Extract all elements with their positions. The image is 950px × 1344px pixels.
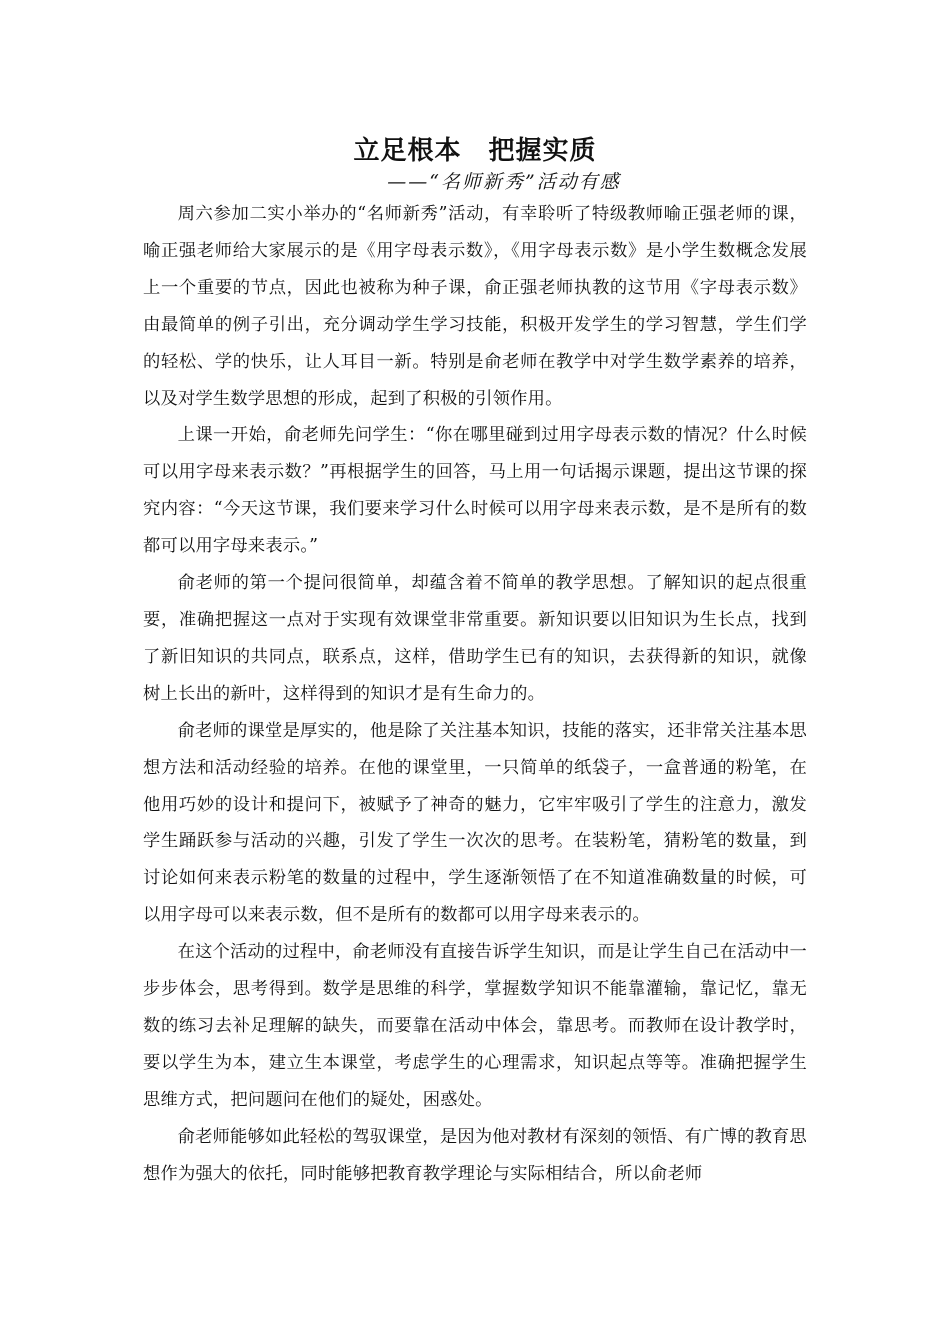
- document-subtitle: ——“名师新秀”活动有感: [387, 171, 621, 193]
- paragraph-2: 上课一开始，俞老师先问学生：“你在哪里碰到过用字母表示数的情况？什么时候可以用字母来表示数？”再根据学生的回答，马上用一句话揭示课题，提出这节课的探究内容：“今天这节课，我们要来学习什么时候可以用字母来表示数，是不是所有的数都可以用字母来表示。”: [143, 425, 807, 557]
- paragraph-5: 在这个活动的过程中，俞老师没有直接告诉学生知识，而是让学生自己在活动中一步步体会，思考得到。数学是思维的科学，掌握数学知识不能靠灌输，靠记忆，靠无数的练习去补足理解的缺失，而要靠在活动中体会，靠思考。而教师在设计教学时，要以学生为本，建立生本课堂，考虑学生的心理需求，知识起点等等。准确把握学生思维方式，把问题问在他们的疑处，困惑处。: [143, 942, 807, 1110]
- paragraph-6: 俞老师能够如此轻松的驾驭课堂，是因为他对教材有深刻的领悟、有广博的教育思想作为强大的依托，同时能够把教育教学理论与实际相结合，所以俞老师: [143, 1126, 807, 1184]
- document-body: [143, 132, 807, 1192]
- paragraph-4: 俞老师的课堂是厚实的，他是除了关注基本知识，技能的落实，还非常关注基本思想方法和活动经验的培养。在他的课堂里，一只简单的纸袋子，一盒普通的粉笔，在他用巧妙的设计和提问下，被赋予了神奇的魅力，它牢牢吸引了学生的注意力，激发学生踊跃参与活动的兴趣，引发了学生一次次的思考。在装粉笔，猜粉笔的数量，到讨论如何来表示粉笔的数量的过程中，学生逐渐领悟了在不知道准确数量的时候，可以用字母可以来表示数，但不是所有的数都可以用字母来表示的。: [143, 720, 807, 926]
- document-title: 立足根本 把握实质: [353, 136, 597, 166]
- paragraph-1: 周六参加二实小举办的“名师新秀”活动，有幸聆听了特级教师喻正强老师的课，喻正强老师给大家展示的是《用字母表示数》，《用字母表示数》是小学生数概念发展上一个重要的节点，因此也被称为种子课，俞正强老师执教的这节用《字母表示数》由最简单的例子引出，充分调动学生学习技能，积极开发学生的学习智慧，学生们学的轻松、学的快乐，让人耳目一新。特别是俞老师在教学中对学生数学素养的培养，以及对学生数学思想的形成，起到了积极的引领作用。: [143, 204, 807, 409]
- paragraph-3: 俞老师的第一个提问很简单，却蕴含着不简单的教学思想。了解知识的起点很重要，准确把握这一点对于实现有效课堂非常重要。新知识要以旧知识为生长点，找到了新旧知识的共同点，联系点，这样，借助学生已有的知识，去获得新的知识，就像树上长出的新叶，这样得到的知识才是有生命力的。: [143, 573, 807, 704]
